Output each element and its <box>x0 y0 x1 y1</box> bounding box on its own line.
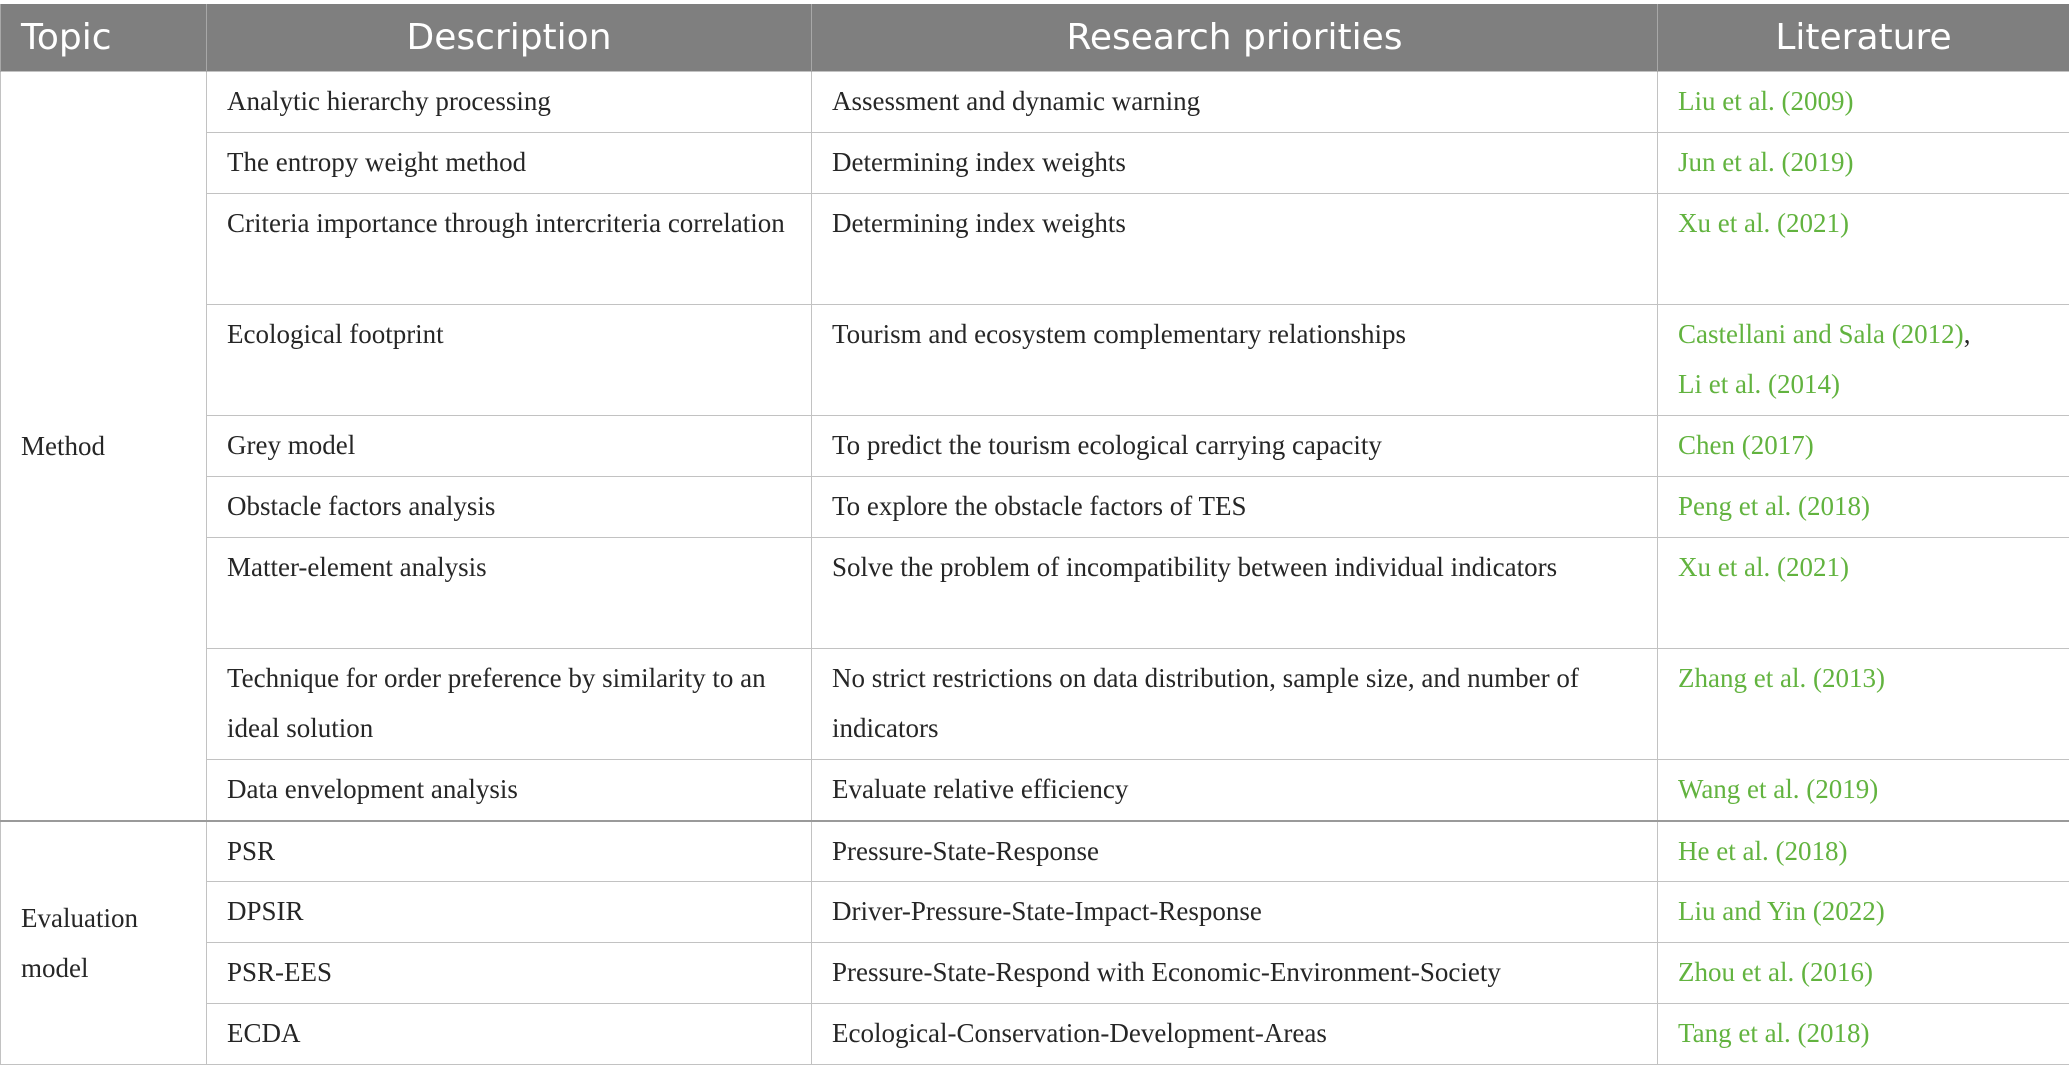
reference-link[interactable]: Peng et al. (2018) <box>1678 491 1870 521</box>
reference-link[interactable]: Tang et al. (2018) <box>1678 1018 1870 1048</box>
literature-table <box>0 4 2069 1065</box>
table-row <box>1 477 2069 538</box>
reference-link[interactable]: Xu et al. (2021) <box>1678 552 1849 582</box>
reference-link[interactable]: Liu and Yin (2022) <box>1678 896 1885 926</box>
literature-cell <box>1658 1004 2069 1065</box>
table-row <box>1 882 2069 943</box>
literature-cell <box>1658 194 2069 305</box>
reference-link[interactable]: Xu et al. (2021) <box>1678 208 1849 238</box>
header-research-priorities: Research priorities <box>812 4 1658 72</box>
description-cell: Data envelopment analysis <box>207 760 812 821</box>
research-priorities-cell: Determining index weights <box>812 194 1658 305</box>
literature-cell <box>1658 133 2069 194</box>
research-priorities-cell: No strict restrictions on data distribution, sample size, and number of indicators <box>812 649 1658 760</box>
description-cell: PSR-EES <box>207 943 812 1004</box>
table-row <box>1 821 2069 882</box>
literature-cell <box>1658 305 2069 416</box>
reference-link[interactable]: Zhang et al. (2013) <box>1678 663 1885 693</box>
table-row <box>1 305 2069 416</box>
description-cell: The entropy weight method <box>207 133 812 194</box>
table-row <box>1 760 2069 821</box>
header-literature: Literature <box>1658 4 2069 72</box>
description-cell: PSR <box>207 821 812 882</box>
research-priorities-cell: Assessment and dynamic warning <box>812 72 1658 133</box>
research-priorities-cell: Driver-Pressure-State-Impact-Response <box>812 882 1658 943</box>
description-cell: DPSIR <box>207 882 812 943</box>
literature-cell <box>1658 882 2069 943</box>
table-row <box>1 649 2069 760</box>
literature-cell <box>1658 649 2069 760</box>
literature-cell <box>1658 72 2069 133</box>
research-priorities-cell: To explore the obstacle factors of TES <box>812 477 1658 538</box>
research-priorities-cell: Solve the problem of incompatibility between individual indicators <box>812 538 1658 649</box>
table-row <box>1 72 2069 133</box>
table-row <box>1 943 2069 1004</box>
description-cell: Analytic hierarchy processing <box>207 72 812 133</box>
topic-cell: Evaluation model <box>1 821 207 1065</box>
reference-link[interactable]: Wang et al. (2019) <box>1678 774 1878 804</box>
description-cell: Criteria importance through intercriteria correlation <box>207 194 812 305</box>
research-priorities-cell: Tourism and ecosystem complementary relationships <box>812 305 1658 416</box>
table-header <box>1 4 2069 72</box>
table-row <box>1 538 2069 649</box>
table-body <box>1 72 2069 1065</box>
research-priorities-cell: Evaluate relative efficiency <box>812 760 1658 821</box>
literature-cell <box>1658 760 2069 821</box>
table-row <box>1 1004 2069 1065</box>
research-priorities-cell: Pressure-State-Response <box>812 821 1658 882</box>
reference-link[interactable]: Zhou et al. (2016) <box>1678 957 1873 987</box>
description-cell: Obstacle factors analysis <box>207 477 812 538</box>
description-cell: Matter-element analysis <box>207 538 812 649</box>
table-row <box>1 133 2069 194</box>
table-row <box>1 416 2069 477</box>
research-priorities-cell: Determining index weights <box>812 133 1658 194</box>
reference-link[interactable]: Li et al. (2014) <box>1678 369 1840 399</box>
research-priorities-cell: Pressure-State-Respond with Economic-Environment-Society <box>812 943 1658 1004</box>
table-row <box>1 194 2069 305</box>
description-cell: ECDA <box>207 1004 812 1065</box>
description-cell: Ecological footprint <box>207 305 812 416</box>
reference-link[interactable]: Chen (2017) <box>1678 430 1814 460</box>
header-topic: Topic <box>1 4 207 72</box>
description-cell: Grey model <box>207 416 812 477</box>
header-description: Description <box>207 4 812 72</box>
description-cell: Technique for order preference by similarity to an ideal solution <box>207 649 812 760</box>
reference-link[interactable]: Castellani and Sala (2012) <box>1678 319 1964 349</box>
literature-cell <box>1658 943 2069 1004</box>
research-priorities-cell: Ecological-Conservation-Development-Areas <box>812 1004 1658 1065</box>
research-priorities-cell: To predict the tourism ecological carrying capacity <box>812 416 1658 477</box>
literature-cell <box>1658 477 2069 538</box>
topic-cell: Method <box>1 72 207 821</box>
literature-cell <box>1658 416 2069 477</box>
literature-cell <box>1658 821 2069 882</box>
reference-link[interactable]: Liu et al. (2009) <box>1678 86 1853 116</box>
reference-separator: , <box>1964 319 1971 349</box>
reference-link[interactable]: Jun et al. (2019) <box>1678 147 1853 177</box>
literature-cell <box>1658 538 2069 649</box>
reference-link[interactable]: He et al. (2018) <box>1678 836 1847 866</box>
